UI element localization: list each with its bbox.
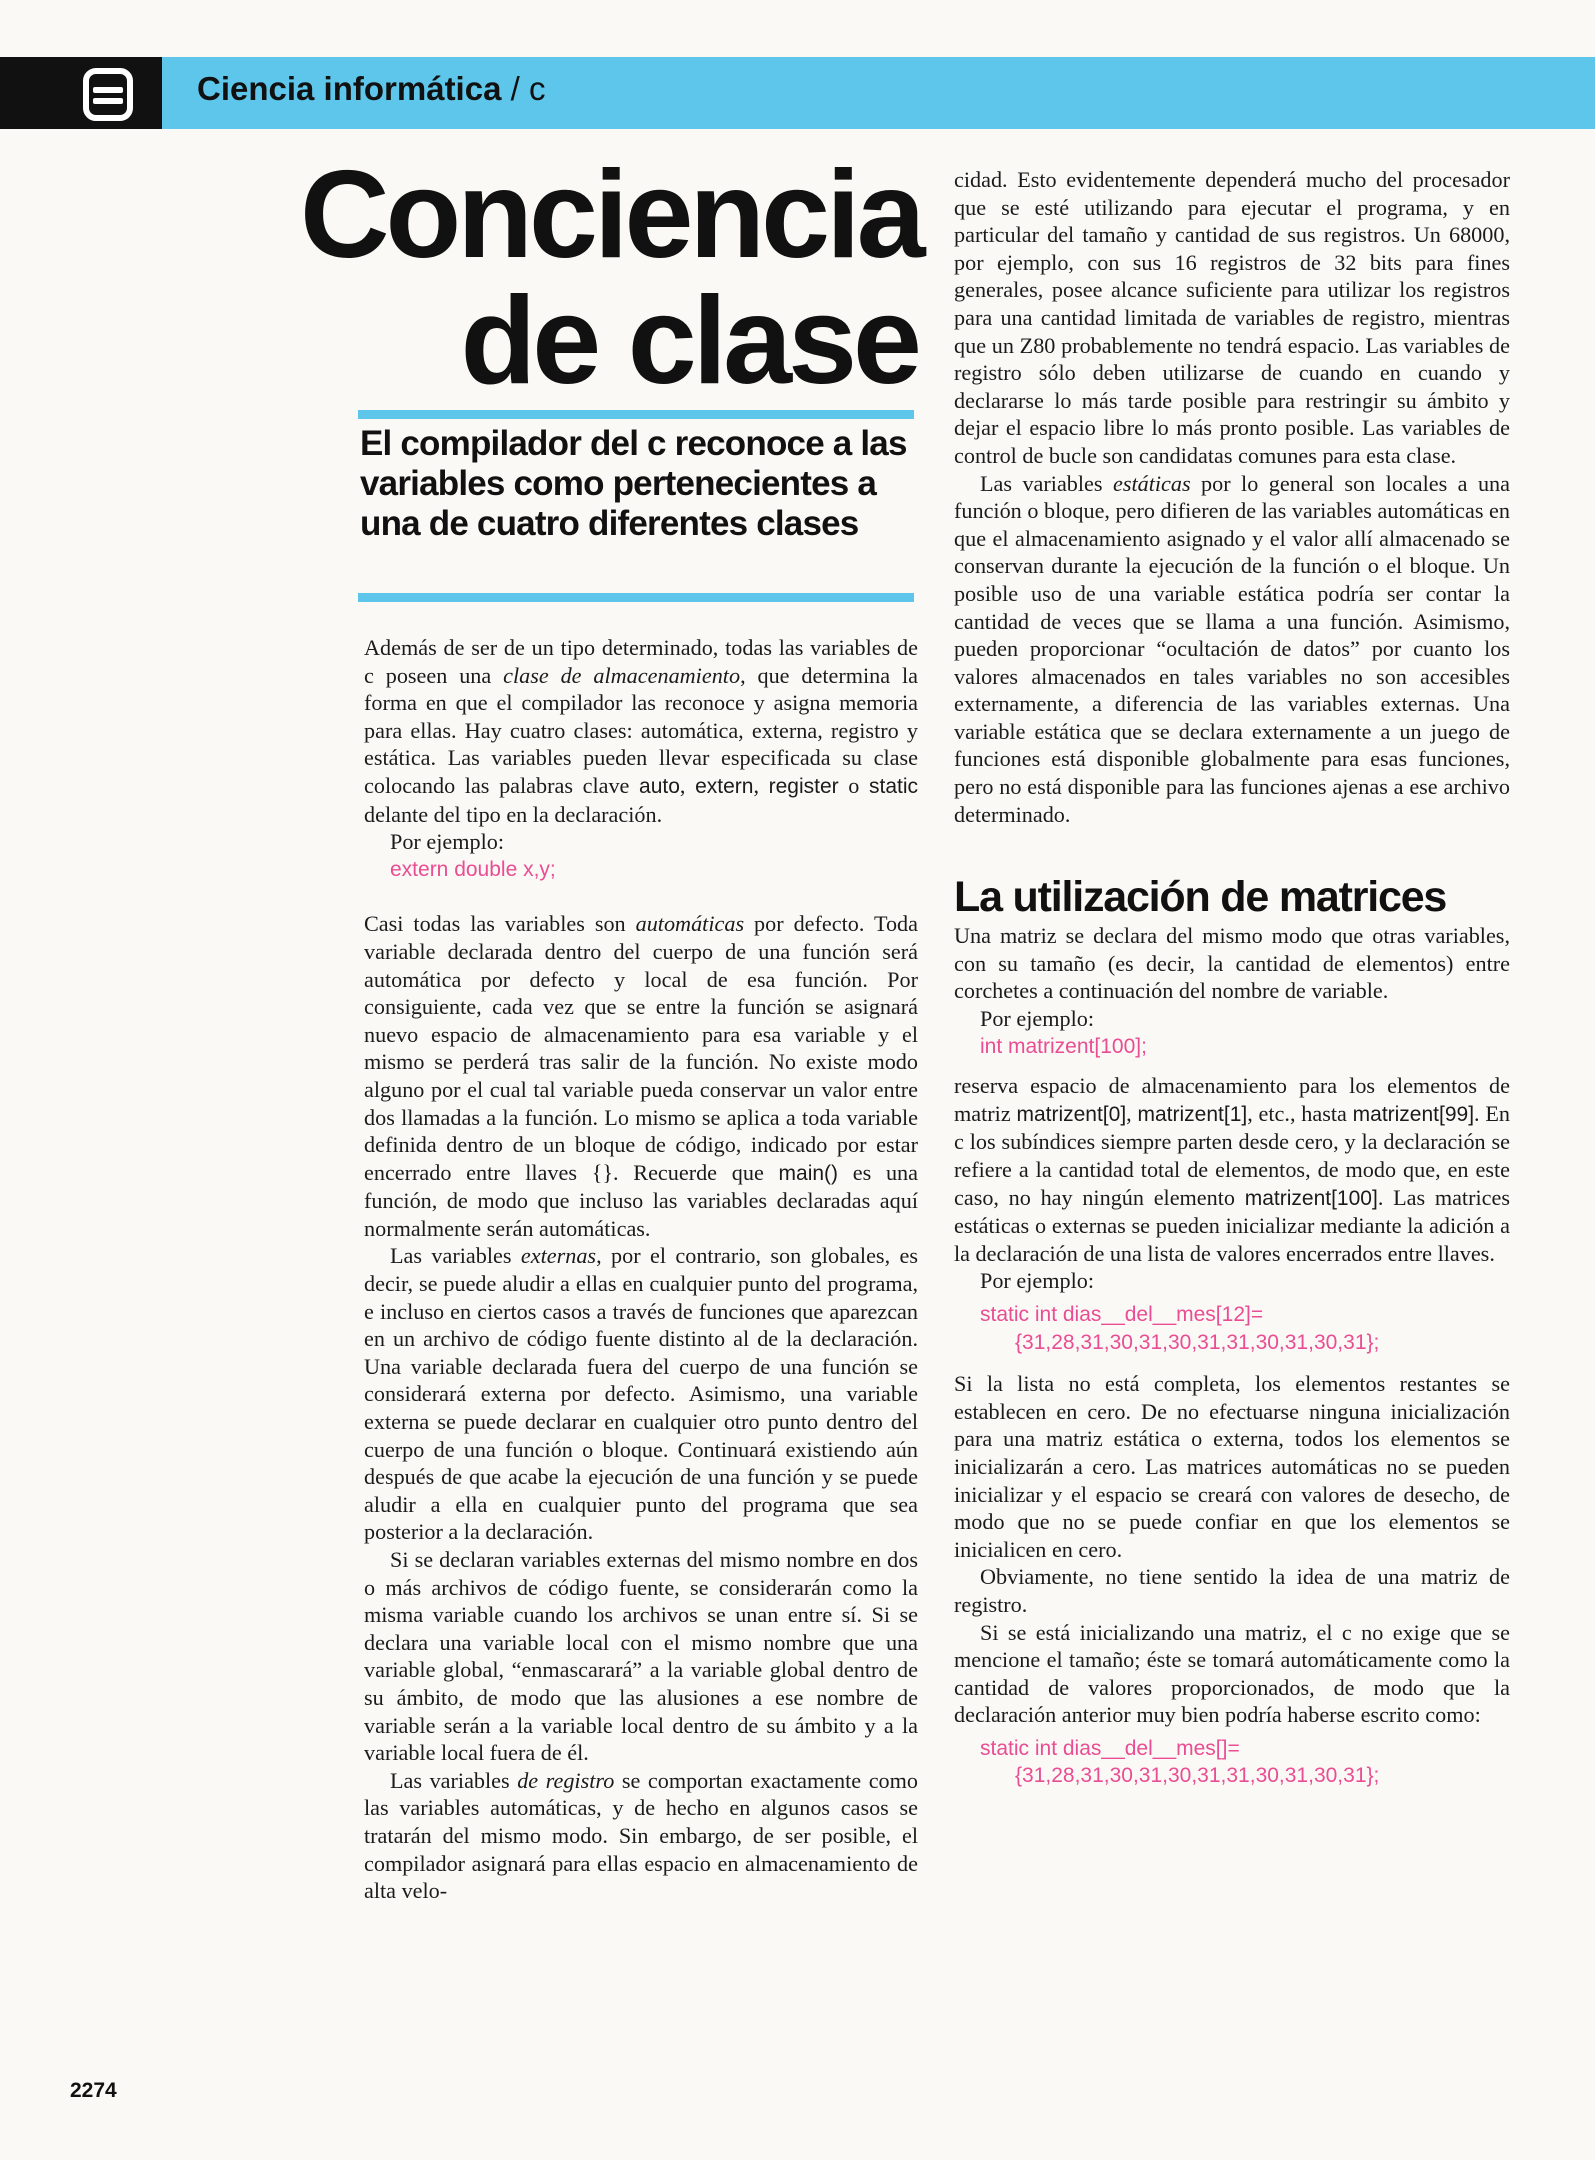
keyword: matrizent[1] bbox=[1137, 1102, 1248, 1126]
section-separator: / bbox=[501, 70, 529, 107]
text: Además de ser de un tipo determinado, todas las variables de c poseen una bbox=[364, 635, 918, 688]
text: , que determina la forma en que el compilador las reconoce y asigna memoria para ellas. Hay cuatro clases: automática, externa, registro y estática. Las variables pueden llevar especificada su clase colocando las palabras clave bbox=[364, 662, 918, 798]
example-label: Por ejemplo: bbox=[980, 1006, 1095, 1032]
keyword: main() bbox=[778, 1161, 839, 1185]
keyword: register bbox=[768, 774, 839, 798]
example-label: Por ejemplo: bbox=[390, 829, 505, 855]
paragraph bbox=[364, 1242, 918, 1546]
text: , por el contrario, son globales, es decir, se puede aludir a ellas en cualquier punto del programa, e incluso en ciertos casos a través de funciones que aparezcan en un archivo de código fuente distinto al de la declaración. Una variable declarada fuera del cuerpo de una función se considerará externa por defecto. Asimismo, una variable externa se puede declarar en cualquier otro punto dentro del cuerpo de una función o bloque. Continuará existiendo aún después de que acabe la ejecución de una función y se puede aludir a ella en cualquier punto del programa que sea posterior a la declaración. bbox=[364, 1243, 918, 1545]
code-example: int matrizent[100]; bbox=[980, 1034, 1147, 1058]
section-heading bbox=[197, 70, 545, 108]
code-example: static int dias__del__mes[12]= bbox=[980, 1302, 1264, 1326]
code-example: extern double x,y; bbox=[390, 857, 556, 881]
example-label: Por ejemplo: bbox=[980, 1268, 1095, 1294]
paragraph bbox=[364, 1767, 918, 1905]
article-subtitle: El compilador del c reconoce a las variables como pertenecientes a una de cuatro diferentes clases bbox=[360, 424, 907, 543]
paragraph: Además de ser de un tipo determinado, todas las variables de c poseen una clase de almacenamiento, que determina la forma en que el compilador las reconoce y asigna memoria para ellas. Hay cuatro clases: automática, externa, registro y estática. Las variables pueden llevar especificada su clase colocando las palabras clave auto, extern, register o static delante del tipo en la declaración. bbox=[364, 635, 919, 827]
paragraph: Obviamente, no tiene sentido la idea de una matriz de registro. bbox=[954, 1564, 1510, 1617]
emphasis: externas bbox=[520, 1243, 597, 1269]
keyword: static bbox=[869, 774, 919, 798]
paragraph: Si la lista no está completa, los elementos restantes se establecen en cero. De no efectuarse ninguna inicialización para una matriz estática o externa, todos los elementos se inicializarán a cero. Las matrices automáticas no se pueden inicializar y el espacio se creará con valores de desecho, de modo que no se puede confiar en que los elementos se inicialicen en cero. bbox=[954, 1371, 1510, 1562]
keyword: extern bbox=[695, 774, 754, 798]
keyword: matrizent[99] bbox=[1352, 1102, 1475, 1126]
keyword: matrizent[100] bbox=[1244, 1186, 1378, 1210]
text: , bbox=[1126, 1100, 1138, 1126]
paragraph bbox=[364, 910, 918, 1242]
header-black-block bbox=[0, 57, 162, 129]
text: . En c los subíndices siempre parten desde cero, y la declaración se refiere a la cantidad total de elementos, de modo que, en este caso, no hay ningún elemento bbox=[954, 1100, 1511, 1210]
text: Las variables bbox=[390, 1243, 521, 1269]
subtitle-rule-bottom bbox=[358, 593, 914, 602]
text: es una función, de modo que incluso las variables declaradas aquí normalmente serán automáticas. bbox=[364, 1159, 918, 1241]
emphasis: estáticas bbox=[1112, 470, 1191, 496]
text: o bbox=[838, 772, 869, 798]
emphasis: clase de almacenamiento bbox=[503, 662, 741, 688]
subtitle-rule-top bbox=[358, 410, 914, 419]
text: delante del tipo en la declaración. bbox=[364, 801, 663, 827]
paragraph: Si se declaran variables externas del mismo nombre en dos o más archivos de código fuente, se considerarán como la misma variable cuando los archivos se unan entre sí. Si se declara una variable local con el mismo nombre que una variable global, “enmascarará” a la variable global dentro de su ámbito, de modo que las alusiones a ese nombre de variable serán a la variable local dentro de su ámbito y a la variable local fuera de él. bbox=[364, 1547, 918, 1766]
left-column bbox=[364, 634, 918, 1905]
text: , etc., hasta bbox=[1247, 1100, 1353, 1126]
paragraph: cidad. Esto evidentemente dependerá mucho del procesador que se esté utilizando para ejecutar el programa, y en particular del tamaño y cantidad de sus registros. Un 68000, por ejemplo, con sus 16 registros de 32 bits para fines generales, posee alcance suficiente para utilizar los registros para una cantidad limitada de variables de registro, mientras que un Z80 probablemente no tendrá espacio. Las variables de registro sólo deben utilizarse de cuando en cuando y declararse lo más tarde posible para restringir su ámbito y dejar el espacio libre lo más pronto posible. Las variables de control de bucle son candidatas comunes para esta clase. bbox=[954, 167, 1510, 468]
code-example: static int dias__del__mes[]= bbox=[980, 1736, 1240, 1760]
section-name: Ciencia informática bbox=[197, 70, 502, 107]
paragraph bbox=[954, 470, 1510, 829]
code-example: {31,28,31,30,31,30,31,31,30,31,30,31}; bbox=[980, 1764, 1380, 1788]
text: Casi todas las variables son bbox=[364, 911, 636, 937]
paragraph bbox=[954, 1072, 1510, 1267]
title-line-2: de clase bbox=[460, 272, 918, 410]
section-subheading: La utilización de matrices bbox=[954, 873, 1447, 922]
text: Las variables bbox=[980, 470, 1113, 496]
title-line-1: Conciencia bbox=[300, 146, 922, 284]
text: reserva espacio de almacenamiento para los elementos de matriz bbox=[954, 1073, 1510, 1126]
right-column bbox=[954, 166, 1510, 1790]
keyword: auto bbox=[639, 774, 680, 798]
text: por lo general son locales a una función o bloque, pero difieren de las variables automáticas en que el almacenamiento asignado y el valor allí almacenado se conservan durante la ejecución de la función o el bloque. Un posible uso de una variable estática podría ser contar la cantidad de veces que se llama a una función. Asimismo, pueden proporcionar “ocultación de datos” por cuanto los valores almacenados en tales variables no son accesibles externamente, a diferencia de las variables externas. Una variable estática que se declara externamente a un juego de funciones está disponible globalmente para esas funciones, pero no está disponible para las funciones ajenas a ese archivo determinado. bbox=[954, 470, 1510, 827]
code-example: {31,28,31,30,31,30,31,31,30,31,30,31}; bbox=[980, 1330, 1380, 1354]
section-logo-icon bbox=[83, 68, 133, 121]
paragraph: Una matriz se declara del mismo modo que otras variables, con su tamaño (es decir, la cantidad de elementos) entre corchetes a continuación del nombre de variable. bbox=[954, 923, 1510, 1004]
page-number: 2274 bbox=[70, 2079, 117, 2102]
article-title bbox=[300, 146, 922, 410]
text: por defecto. Toda variable declarada dentro del cuerpo de una función será automática por defecto y local de esa función. Por consiguiente, cada vez que se entre la función se asignará nuevo espacio de almacenamiento para esa variable y el mismo se perderá tras salir de la función. No existe modo alguno por el cual tal variable pueda conservar un valor entre dos llamadas a la función. Lo mismo se aplica a toda variable definida dentro de un bloque de código, indicado por estar encerrado entre llaves {}. Recuerde que bbox=[364, 911, 918, 1185]
emphasis: automáticas bbox=[635, 911, 745, 937]
paragraph: Si se está inicializando una matriz, el c no exige que se mencione el tamaño; éste se tomará automáticamente como la cantidad de valores proporcionados, de modo que la declaración anterior muy bien podría haberse escrito como: bbox=[954, 1619, 1510, 1728]
text: Las variables bbox=[390, 1767, 518, 1793]
emphasis: de registro bbox=[517, 1767, 615, 1793]
text: se comportan exactamente como las variables automáticas, y de hecho en algunos casos se tratarán del mismo modo. Sin embargo, de ser posible, el compilador asignará para ellas espacio en almacenamiento de alta velo- bbox=[364, 1767, 918, 1904]
text: . Las matrices estáticas o externas se pueden inicializar mediante la adición a la declaración de una lista de valores encerrados entre llaves. bbox=[954, 1184, 1510, 1266]
section-topic: c bbox=[528, 70, 546, 107]
keyword: matrizent[0] bbox=[1016, 1102, 1127, 1126]
